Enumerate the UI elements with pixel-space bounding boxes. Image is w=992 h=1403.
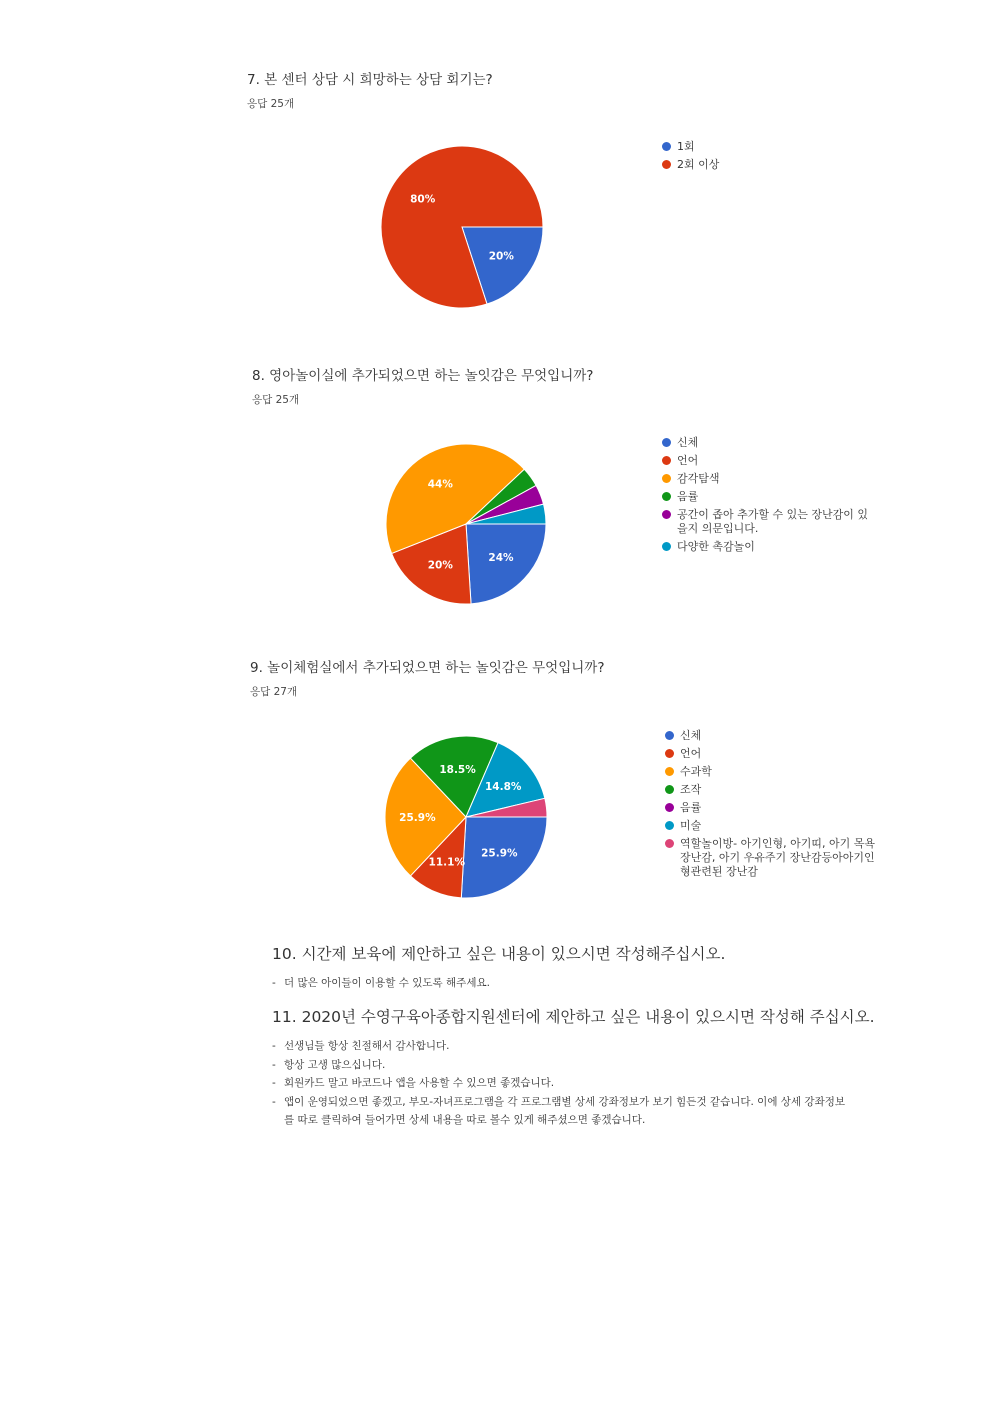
legend-swatch bbox=[665, 803, 674, 812]
legend-swatch bbox=[665, 785, 674, 794]
bullet-dash: - bbox=[272, 1040, 276, 1052]
legend-item bbox=[665, 783, 880, 797]
slice-data-label: 24% bbox=[488, 551, 514, 564]
legend-label: 음률 bbox=[677, 490, 699, 503]
answer-text: 앱이 운영되었으면 좋겠고, 부모-자녀프로그램을 각 프로그램별 상세 강좌정보가 보기 힘든것 같습니다. 이에 상세 강좌정보를 따로 클릭하여 들어가면 상세 내용을 따로 볼수 있게 해주셨으면 좋겠습니다. bbox=[284, 1095, 846, 1126]
slice-data-label: 25.9% bbox=[399, 812, 436, 824]
question-10-answers bbox=[272, 974, 854, 993]
slice-data-label: 14.8% bbox=[485, 780, 522, 793]
answer-item bbox=[272, 1037, 875, 1056]
slice-data-label: 80% bbox=[410, 193, 436, 206]
legend-label: 조작 bbox=[680, 783, 702, 796]
slice-data-label: 18.5% bbox=[439, 764, 476, 777]
chart2-title: 8. 영아놀이실에 추가되었으면 하는 놀잇감은 무엇입니까? bbox=[252, 368, 594, 384]
legend-item bbox=[665, 819, 880, 833]
question-11-answers bbox=[272, 1037, 875, 1130]
legend-label: 신체 bbox=[677, 436, 699, 449]
answer-text: 더 많은 아이들이 이용할 수 있도록 해주세요. bbox=[284, 977, 490, 989]
legend-item bbox=[665, 801, 880, 815]
bullet-dash: - bbox=[272, 1058, 276, 1071]
bullet-dash: - bbox=[272, 1095, 276, 1108]
slice-data-label: 25.9% bbox=[481, 847, 518, 860]
bullet-dash: - bbox=[272, 977, 276, 989]
legend-swatch bbox=[665, 731, 674, 740]
legend-label: 음률 bbox=[680, 801, 702, 814]
slice-data-label: 20% bbox=[488, 250, 514, 263]
chart3-legend bbox=[665, 729, 880, 883]
chart3-response-count: 응답 27개 bbox=[250, 686, 298, 698]
slice-data-label: 11.1% bbox=[428, 856, 465, 869]
legend-label: 1회 bbox=[677, 140, 695, 153]
legend-label: 미술 bbox=[680, 819, 702, 832]
legend-swatch bbox=[665, 749, 674, 758]
legend-item bbox=[665, 837, 880, 879]
legend-label: 2회 이상 bbox=[677, 158, 720, 171]
legend-label: 언어 bbox=[677, 454, 699, 467]
legend-label: 수과학 bbox=[680, 765, 712, 778]
legend-item bbox=[665, 765, 880, 779]
chart1-title: 7. 본 센터 상담 시 희망하는 상담 회기는? bbox=[247, 72, 493, 88]
chart1-response-count: 응답 25개 bbox=[247, 98, 295, 110]
question-10-section bbox=[272, 942, 854, 993]
answer-item bbox=[272, 1056, 875, 1075]
answer-item bbox=[272, 1093, 875, 1130]
legend-label: 역할놀이방- 아기인형, 아기띠, 아기 목욕 장난감, 아기 우유주기 장난감등아아기인형관련된 장난감 bbox=[680, 837, 875, 878]
slice-data-label: 20% bbox=[427, 559, 453, 572]
legend-swatch bbox=[665, 767, 674, 776]
legend-item bbox=[665, 747, 880, 761]
answer-item bbox=[272, 1074, 875, 1093]
chart3-title: 9. 놀이체험실에서 추가되었으면 하는 놀잇감은 무엇입니까? bbox=[250, 660, 605, 676]
legend-swatch bbox=[665, 821, 674, 830]
answer-item bbox=[272, 974, 854, 993]
legend-label: 공간이 좁아 추가할 수 있는 장난감이 있을지 의문입니다. bbox=[677, 508, 868, 535]
legend-label: 신체 bbox=[680, 729, 702, 742]
legend-label: 감각탐색 bbox=[677, 472, 720, 485]
legend-swatch bbox=[665, 839, 674, 848]
chart2-response-count: 응답 25개 bbox=[252, 394, 300, 406]
question-11-title: 11. 2020년 수영구육아종합지원센터에 제안하고 싶은 내용이 있으시면 작성해 주십시오. bbox=[272, 1008, 875, 1026]
answer-text: 선생님들 항상 친절해서 감사합니다. bbox=[284, 1040, 450, 1052]
legend-item bbox=[665, 729, 880, 743]
answer-text: 회원카드 말고 바코드나 앱을 사용할 수 있으면 좋겠습니다. bbox=[284, 1077, 555, 1089]
bullet-dash: - bbox=[272, 1077, 276, 1089]
slice-data-label: 44% bbox=[427, 478, 453, 491]
legend-label: 언어 bbox=[680, 747, 702, 760]
question-11-section bbox=[272, 1005, 875, 1130]
answer-text: 항상 고생 많으십니다. bbox=[284, 1058, 386, 1071]
question-10-title: 10. 시간제 보육에 제안하고 싶은 내용이 있으시면 작성해주십시오. bbox=[272, 945, 726, 963]
legend-label: 다양한 촉감놀이 bbox=[677, 540, 755, 553]
